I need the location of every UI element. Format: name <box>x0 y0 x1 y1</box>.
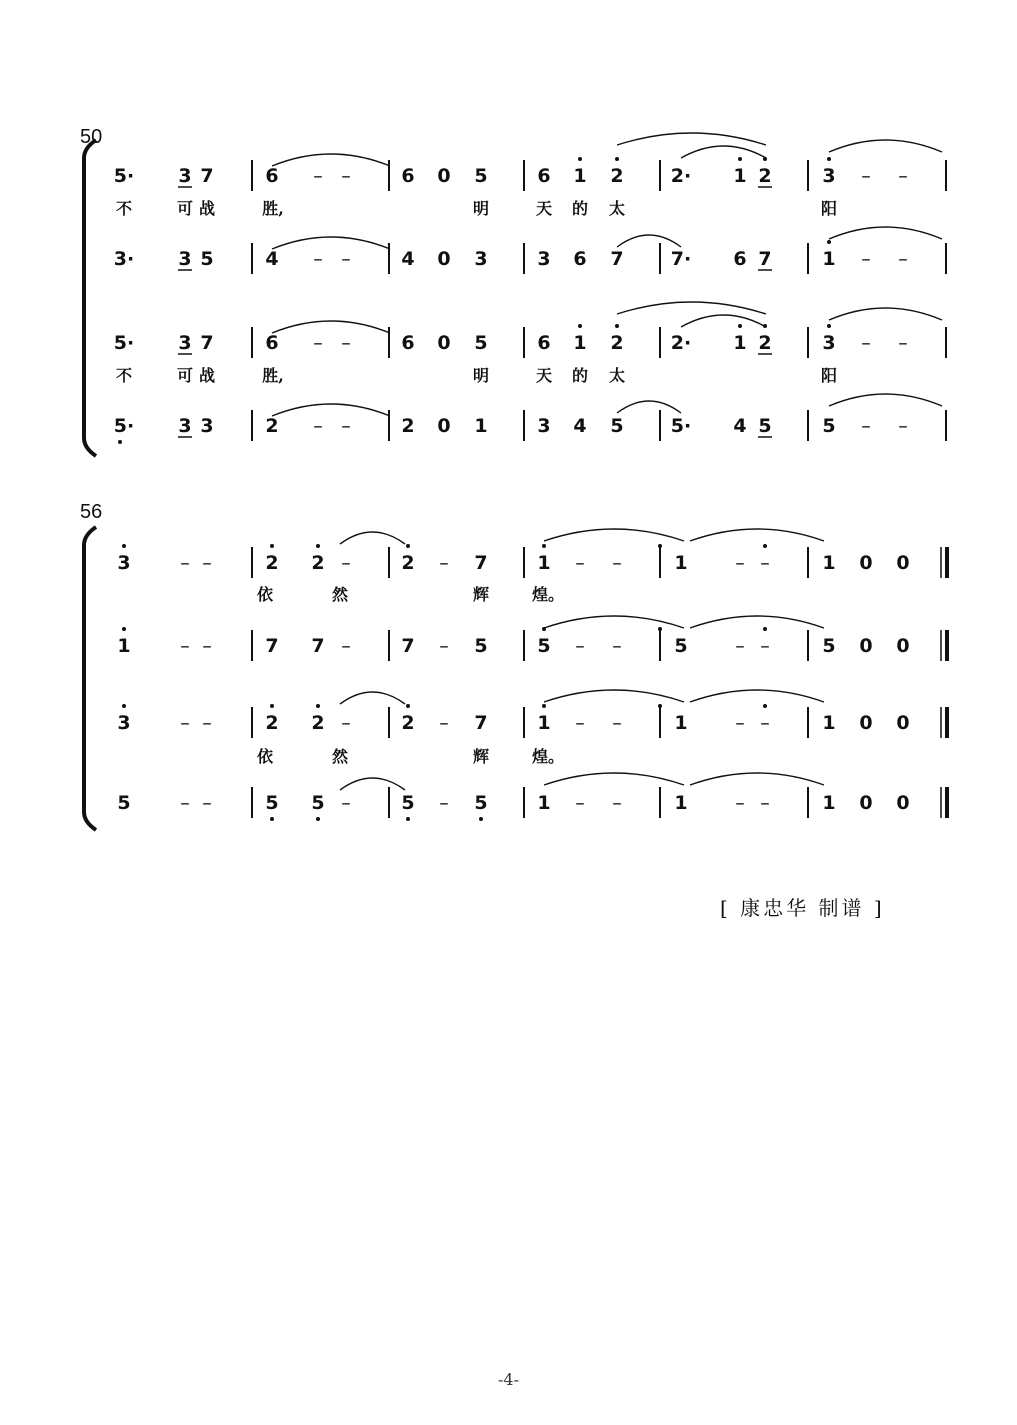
slur <box>272 321 390 333</box>
voice-part-1 <box>114 160 946 191</box>
note: 2· <box>670 165 692 187</box>
voice-part-2 <box>117 630 947 661</box>
sustain-dash: – <box>575 635 585 657</box>
note: 7 <box>265 635 279 657</box>
note: 2 <box>610 332 624 354</box>
high-octave-dot <box>827 240 831 244</box>
slur <box>340 778 405 790</box>
note: 5 <box>474 332 488 354</box>
note: 5 <box>265 792 279 814</box>
slur <box>829 227 942 239</box>
sustain-dash: – <box>341 792 351 814</box>
sustain-dash: – <box>313 415 323 437</box>
note: 3 <box>117 552 131 574</box>
sustain-dash: – <box>575 712 585 734</box>
sustain-dash: – <box>439 792 449 814</box>
slur <box>617 401 681 413</box>
note: 2 <box>401 415 415 437</box>
note: 1 <box>537 712 551 734</box>
high-octave-dot <box>738 324 742 328</box>
sustain-dash: – <box>202 552 212 574</box>
lyric: 不 <box>115 366 133 385</box>
lyric: 阳 <box>820 199 838 218</box>
sustain-dash: – <box>735 792 745 814</box>
sustain-dash: – <box>180 552 190 574</box>
note: 5 <box>474 165 488 187</box>
high-octave-dot <box>763 704 767 708</box>
high-octave-dot <box>406 544 410 548</box>
note: 7 <box>401 635 415 657</box>
lyric: 的 <box>571 199 589 218</box>
slur <box>681 146 766 158</box>
note: 5 <box>822 415 836 437</box>
note: 3 <box>822 332 836 354</box>
sustain-dash: – <box>180 712 190 734</box>
low-octave-dot <box>316 817 320 821</box>
lyric: 依 <box>256 747 274 766</box>
note: 4 <box>265 248 279 270</box>
sustain-dash: – <box>202 712 212 734</box>
high-octave-dot <box>316 544 320 548</box>
arranger-credit: [ 康忠华 制谱 ] <box>720 896 885 920</box>
sustain-dash: – <box>439 635 449 657</box>
lyric: 辉 <box>472 585 490 604</box>
high-octave-dot <box>738 157 742 161</box>
page-number: -4- <box>498 1370 519 1389</box>
note: 3 <box>178 248 192 270</box>
note: 7 <box>610 248 624 270</box>
lyric: 不 <box>115 199 133 218</box>
voice-part-4 <box>114 410 946 441</box>
note: 7· <box>670 248 692 270</box>
note: 0 <box>896 552 910 574</box>
note: 3 <box>822 165 836 187</box>
sustain-dash: – <box>313 165 323 187</box>
sustain-dash: – <box>439 552 449 574</box>
measure-number: 56 <box>80 501 103 523</box>
sustain-dash: – <box>898 248 908 270</box>
high-octave-dot <box>122 704 126 708</box>
note: 2 <box>265 712 279 734</box>
note: 1 <box>117 635 131 657</box>
lyric: 天 <box>535 199 553 218</box>
high-octave-dot <box>578 324 582 328</box>
system-bracket <box>84 140 96 456</box>
note: 1 <box>674 712 688 734</box>
note: 4 <box>401 248 415 270</box>
note: 6 <box>401 165 415 187</box>
high-octave-dot <box>615 324 619 328</box>
high-octave-dot <box>270 704 274 708</box>
sustain-dash: – <box>898 332 908 354</box>
note: 0 <box>437 165 451 187</box>
note: 7 <box>474 712 488 734</box>
note: 5 <box>610 415 624 437</box>
lyric: 太 <box>608 366 626 385</box>
lyric: 煌。 <box>531 747 565 766</box>
voice-part-4 <box>117 787 947 818</box>
sustain-dash: – <box>341 332 351 354</box>
low-octave-dot <box>406 817 410 821</box>
sustain-dash: – <box>341 635 351 657</box>
note: 7 <box>474 552 488 574</box>
note: 1 <box>674 792 688 814</box>
note: 0 <box>437 248 451 270</box>
lyric: 的 <box>571 366 589 385</box>
note: 5 <box>311 792 325 814</box>
note: 1 <box>537 792 551 814</box>
sustain-dash: – <box>735 552 745 574</box>
note: 2 <box>401 712 415 734</box>
sustain-dash: – <box>898 165 908 187</box>
sustain-dash: – <box>861 165 871 187</box>
note: 3· <box>113 248 135 270</box>
high-octave-dot <box>615 157 619 161</box>
sustain-dash: – <box>313 332 323 354</box>
sustain-dash: – <box>575 552 585 574</box>
high-octave-dot <box>578 157 582 161</box>
high-octave-dot <box>763 627 767 631</box>
slur <box>544 773 684 785</box>
slur <box>340 692 405 704</box>
note: 0 <box>859 552 873 574</box>
sustain-dash: – <box>861 415 871 437</box>
note: 7 <box>758 248 772 270</box>
slur <box>272 404 390 416</box>
note: 1 <box>537 552 551 574</box>
note: 6 <box>265 165 279 187</box>
lyric: 战 <box>198 199 216 218</box>
high-octave-dot <box>406 704 410 708</box>
lyric: 辉 <box>472 747 490 766</box>
sustain-dash: – <box>612 635 622 657</box>
note: 6 <box>573 248 587 270</box>
high-octave-dot <box>270 544 274 548</box>
slur <box>544 690 684 702</box>
note: 1 <box>733 332 747 354</box>
sustain-dash: – <box>575 792 585 814</box>
high-octave-dot <box>658 627 662 631</box>
high-octave-dot <box>827 324 831 328</box>
voice-part-1 <box>117 547 947 578</box>
note: 3 <box>474 248 488 270</box>
slur <box>617 133 766 145</box>
lyric: 胜, <box>262 366 284 385</box>
sustain-dash: – <box>341 712 351 734</box>
note: 1 <box>573 165 587 187</box>
sustain-dash: – <box>341 415 351 437</box>
sustain-dash: – <box>735 635 745 657</box>
note: 1 <box>822 712 836 734</box>
note: 5· <box>113 165 135 187</box>
slur <box>544 529 684 541</box>
note: 1 <box>674 552 688 574</box>
sustain-dash: – <box>202 792 212 814</box>
note: 0 <box>896 635 910 657</box>
high-octave-dot <box>542 544 546 548</box>
note: 2 <box>265 415 279 437</box>
note: 3 <box>537 248 551 270</box>
lyric: 然 <box>331 747 349 766</box>
lyric: 胜, <box>262 199 284 218</box>
lyric: 阳 <box>820 366 838 385</box>
note: 7 <box>200 165 214 187</box>
note: 2 <box>610 165 624 187</box>
note: 7 <box>311 635 325 657</box>
lyric: 太 <box>608 199 626 218</box>
note: 5 <box>200 248 214 270</box>
voice-part-2 <box>114 243 946 274</box>
high-octave-dot <box>763 544 767 548</box>
note: 0 <box>896 792 910 814</box>
sustain-dash: – <box>439 712 449 734</box>
sustain-dash: – <box>180 792 190 814</box>
measure-number: 50 <box>80 126 103 148</box>
note: 2 <box>311 552 325 574</box>
note: 4 <box>733 415 747 437</box>
slur <box>690 690 824 702</box>
sustain-dash: – <box>313 248 323 270</box>
score-system-1 <box>80 126 946 456</box>
slur <box>617 235 681 247</box>
sustain-dash: – <box>861 332 871 354</box>
note: 3 <box>178 415 192 437</box>
note: 0 <box>437 332 451 354</box>
sustain-dash: – <box>202 635 212 657</box>
note: 5 <box>674 635 688 657</box>
sustain-dash: – <box>341 552 351 574</box>
slur <box>690 773 824 785</box>
note: 5 <box>117 792 131 814</box>
sustain-dash: – <box>861 248 871 270</box>
slur <box>272 237 390 249</box>
low-octave-dot <box>479 817 483 821</box>
note: 0 <box>859 635 873 657</box>
note: 3 <box>178 165 192 187</box>
note: 1 <box>822 792 836 814</box>
voice-part-3 <box>117 707 947 738</box>
high-octave-dot <box>122 627 126 631</box>
lyric: 明 <box>472 199 490 218</box>
sustain-dash: – <box>612 792 622 814</box>
slur <box>617 302 766 314</box>
note: 5 <box>474 635 488 657</box>
score-system-2 <box>80 501 947 830</box>
sustain-dash: – <box>760 712 770 734</box>
note: 2· <box>670 332 692 354</box>
note: 2 <box>758 332 772 354</box>
lyric: 战 <box>198 366 216 385</box>
note: 0 <box>896 712 910 734</box>
note: 7 <box>200 332 214 354</box>
high-octave-dot <box>542 704 546 708</box>
note: 3 <box>200 415 214 437</box>
note: 6 <box>265 332 279 354</box>
voice-part-3 <box>114 327 946 358</box>
note: 2 <box>265 552 279 574</box>
note: 1 <box>822 248 836 270</box>
note: 5 <box>822 635 836 657</box>
note: 2 <box>758 165 772 187</box>
note: 0 <box>437 415 451 437</box>
sustain-dash: – <box>612 552 622 574</box>
note: 5 <box>758 415 772 437</box>
note: 0 <box>859 712 873 734</box>
slur <box>829 394 942 406</box>
note: 6 <box>733 248 747 270</box>
note: 1 <box>822 552 836 574</box>
low-octave-dot <box>270 817 274 821</box>
slur <box>340 532 405 544</box>
note: 3 <box>537 415 551 437</box>
high-octave-dot <box>122 544 126 548</box>
note: 1 <box>733 165 747 187</box>
note: 1 <box>474 415 488 437</box>
lyric: 天 <box>535 366 553 385</box>
slur <box>544 616 684 628</box>
slur <box>690 616 824 628</box>
high-octave-dot <box>658 544 662 548</box>
lyric: 可 <box>176 366 194 385</box>
slur <box>681 315 766 327</box>
note: 3 <box>117 712 131 734</box>
high-octave-dot <box>658 704 662 708</box>
lyric: 然 <box>331 585 349 604</box>
sustain-dash: – <box>735 712 745 734</box>
sustain-dash: – <box>341 248 351 270</box>
sustain-dash: – <box>898 415 908 437</box>
note: 4 <box>573 415 587 437</box>
note: 6 <box>537 332 551 354</box>
low-octave-dot <box>118 440 122 444</box>
sustain-dash: – <box>180 635 190 657</box>
lyric: 可 <box>176 199 194 218</box>
lyric: 依 <box>256 585 274 604</box>
note: 5· <box>113 332 135 354</box>
note: 0 <box>859 792 873 814</box>
note: 5 <box>537 635 551 657</box>
note: 5 <box>401 792 415 814</box>
sustain-dash: – <box>760 552 770 574</box>
slur <box>272 154 390 166</box>
lyric: 煌。 <box>531 585 565 604</box>
sustain-dash: – <box>341 165 351 187</box>
sustain-dash: – <box>760 635 770 657</box>
note: 2 <box>311 712 325 734</box>
slur <box>829 140 942 152</box>
note: 6 <box>537 165 551 187</box>
slur <box>829 308 942 320</box>
high-octave-dot <box>827 157 831 161</box>
note: 5· <box>670 415 692 437</box>
note: 2 <box>401 552 415 574</box>
note: 5· <box>113 415 135 437</box>
note: 5 <box>474 792 488 814</box>
lyric: 明 <box>472 366 490 385</box>
sustain-dash: – <box>612 712 622 734</box>
high-octave-dot <box>316 704 320 708</box>
note: 3 <box>178 332 192 354</box>
sustain-dash: – <box>760 792 770 814</box>
note: 1 <box>573 332 587 354</box>
system-bracket <box>84 527 96 830</box>
slur <box>690 529 824 541</box>
note: 6 <box>401 332 415 354</box>
